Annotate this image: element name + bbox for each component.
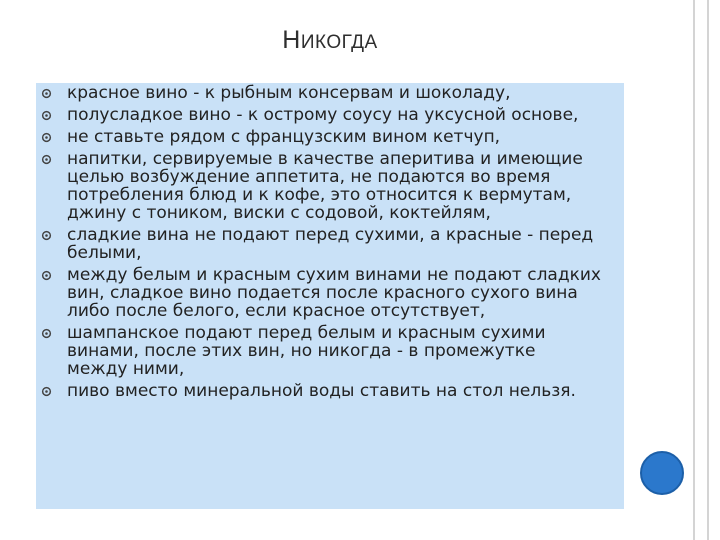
- bullet-text: между белым и красным сухим винами не подают сладких вин, сладкое вино подается после красного сухого вина либо после белого, если красное отсутствует,: [67, 265, 601, 321]
- bullet-text: сладкие вина не подают перед сухими, а красные - перед белыми,: [67, 225, 594, 263]
- bullet-item: [41, 150, 601, 222]
- frame-line-right: [707, 0, 709, 540]
- bullet-text: полусладкое вино - к острому соусу на уксусной основе,: [67, 105, 579, 125]
- ring-bullet-icon: [41, 386, 52, 397]
- ring-bullet-icon: [41, 88, 52, 99]
- ring-bullet-icon: [41, 132, 52, 143]
- bullet-item: [41, 84, 601, 102]
- bullet-item: [41, 382, 601, 400]
- ring-bullet-icon: [41, 110, 52, 121]
- ring-bullet-icon: [41, 154, 52, 165]
- ring-bullet-icon: [41, 328, 52, 339]
- bullet-text: шампанское подают перед белым и красным сухими винами, после этих вин, но никогда - в промежутке между ними,: [67, 323, 546, 379]
- bullet-text: напитки, сервируемые в качестве аперитива и имеющие целью возбуждение аппетита, не подаются во время потребления блюд и к кофе, это относится к вермутам, джину с тоником, виски с содовой, коктейлям,: [67, 149, 583, 223]
- bullet-item: [41, 266, 601, 320]
- title-first-letter: Н: [282, 26, 301, 54]
- bullet-list: [41, 84, 601, 404]
- title-rest: ИКОГДА: [300, 32, 378, 53]
- slide-title: [210, 26, 450, 55]
- bullet-text: пиво вместо минеральной воды ставить на стол нельзя.: [67, 381, 576, 401]
- bullet-item: [41, 324, 601, 378]
- ring-bullet-icon: [41, 230, 52, 241]
- bullet-text: не ставьте рядом с французским вином кетчуп,: [67, 127, 501, 147]
- bullet-item: [41, 128, 601, 146]
- bullet-item: [41, 226, 601, 262]
- bullet-item: [41, 106, 601, 124]
- bullet-text: красное вино - к рыбным консервам и шоколаду,: [67, 83, 511, 103]
- frame-line-left: [693, 0, 695, 540]
- accent-circle: [640, 451, 684, 495]
- ring-bullet-icon: [41, 270, 52, 281]
